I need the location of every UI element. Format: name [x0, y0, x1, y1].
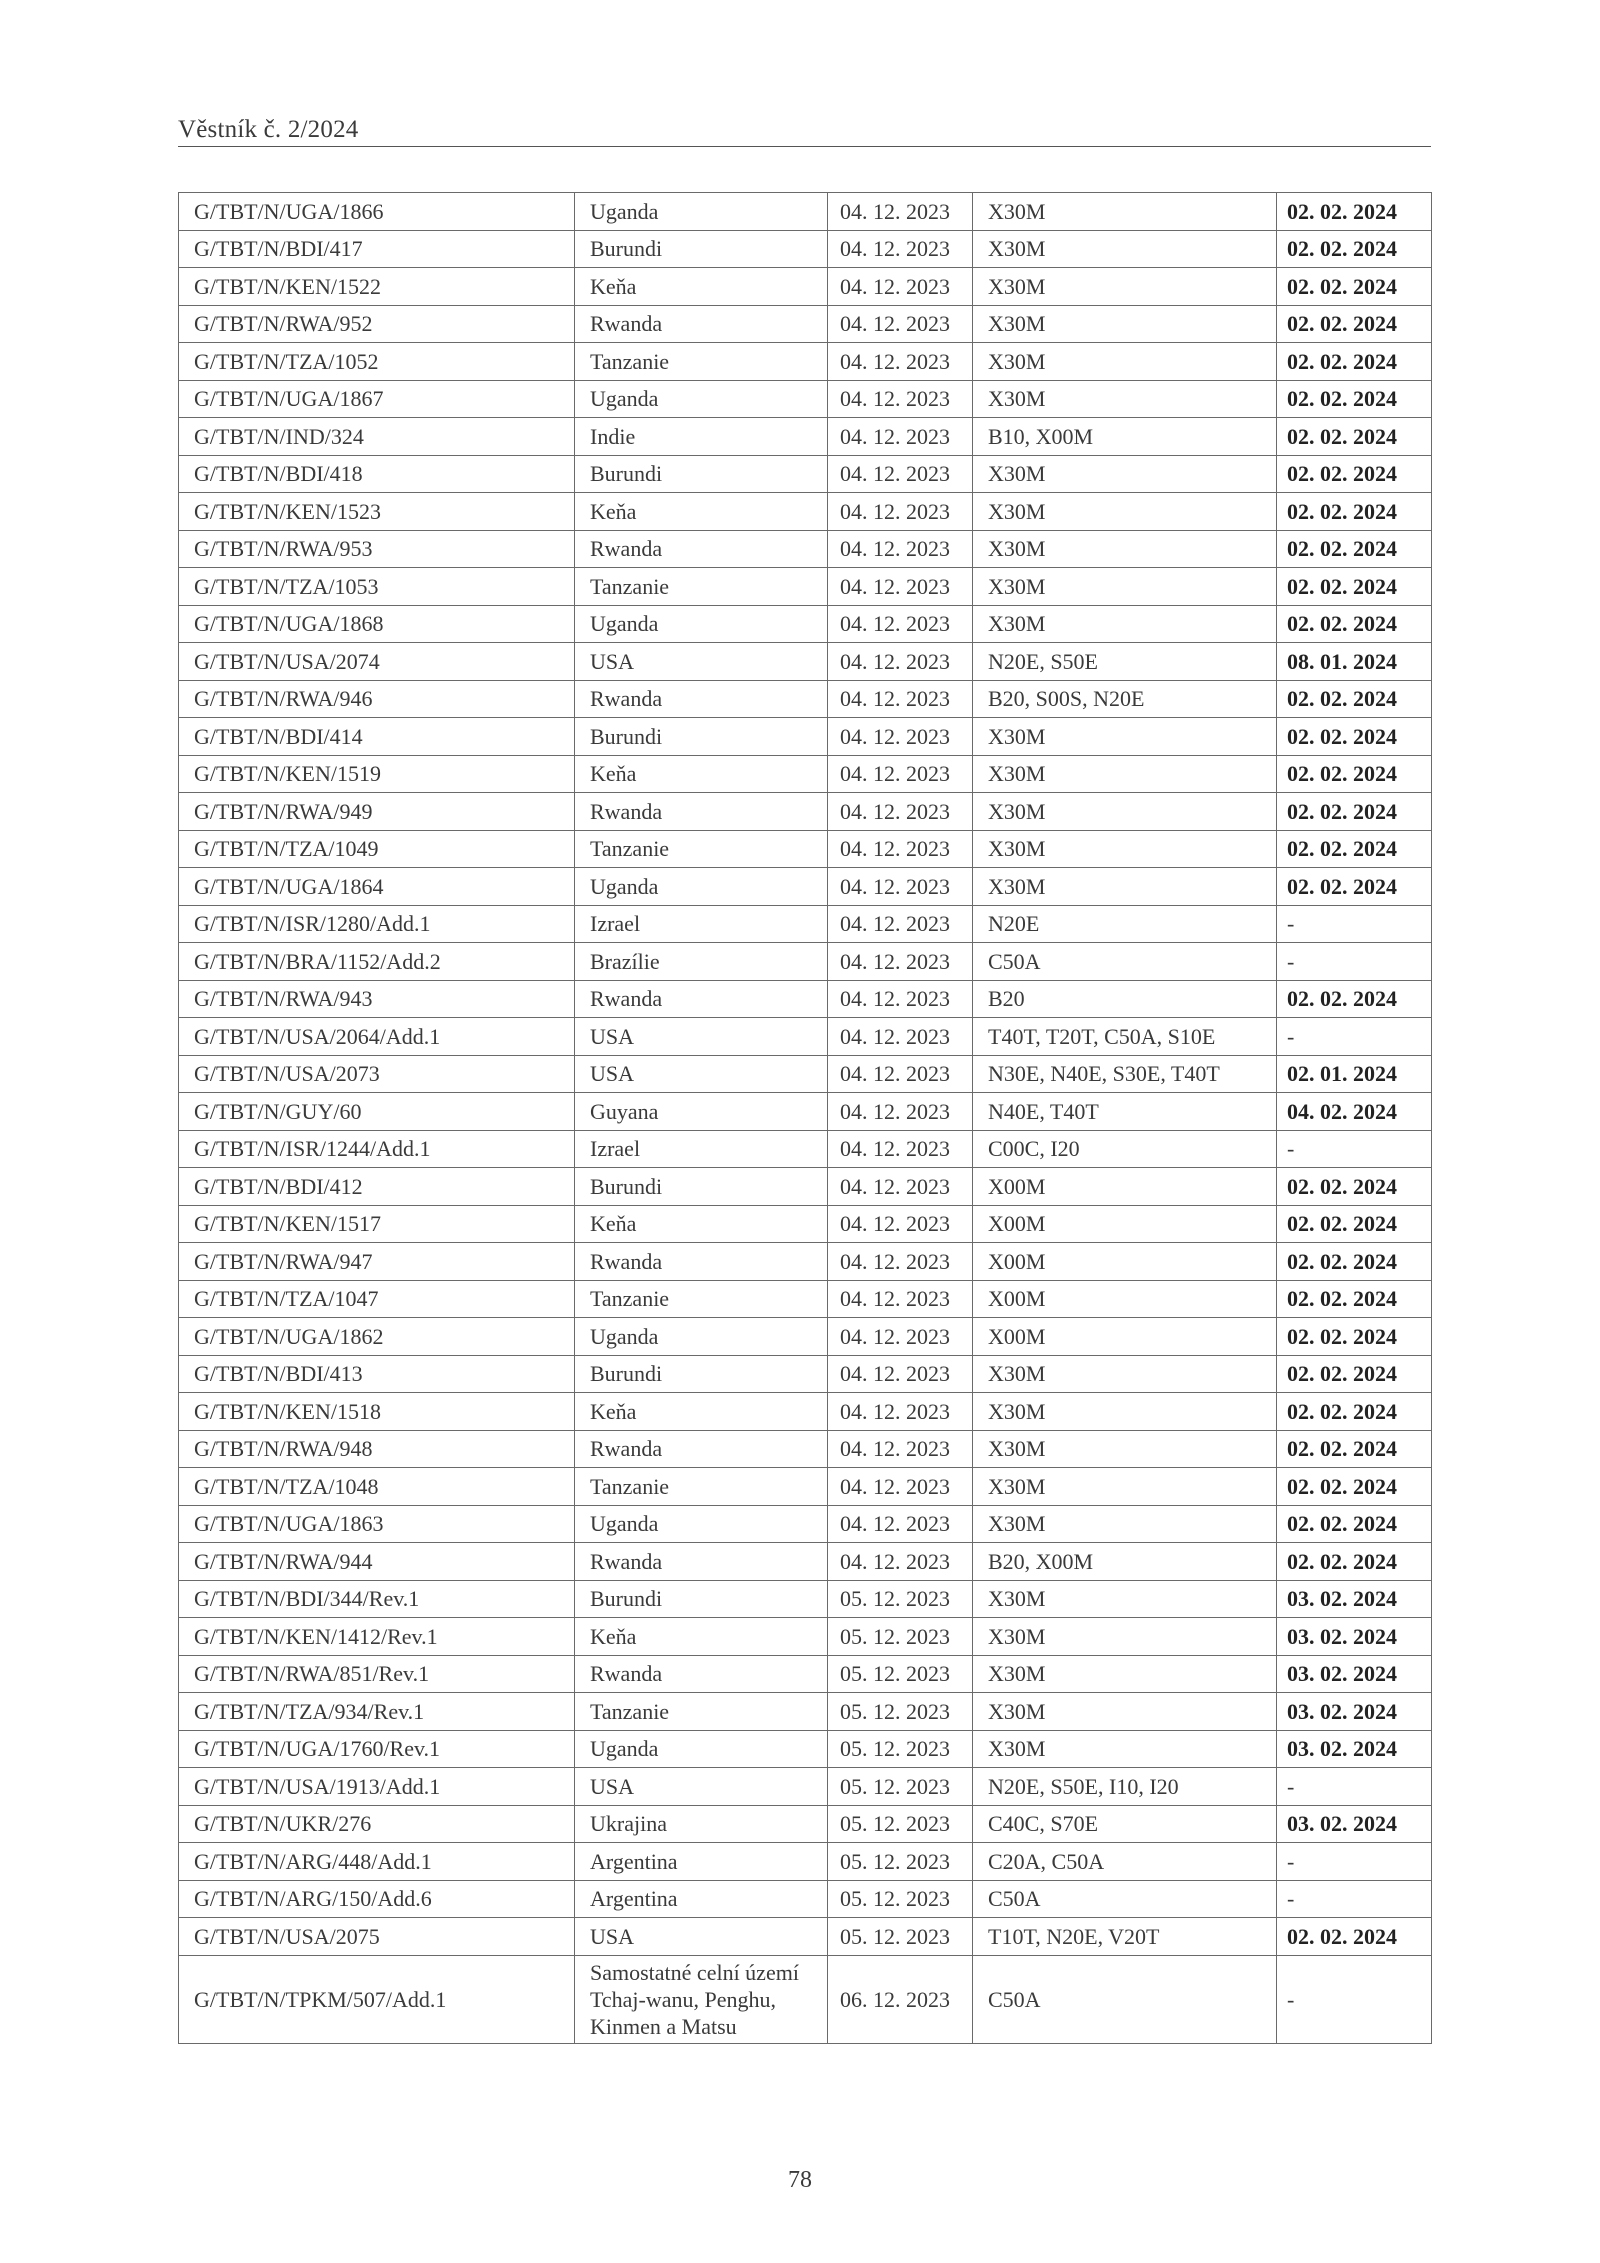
comment-deadline-cell: 03. 02. 2024 — [1277, 1655, 1432, 1693]
ics-code-cell: C50A — [973, 1880, 1277, 1918]
notification-symbol-cell: G/TBT/N/UGA/1862 — [179, 1318, 575, 1356]
table-row — [179, 493, 1432, 531]
notification-symbol-cell: G/TBT/N/TZA/1052 — [179, 343, 575, 381]
table-row — [179, 1393, 1432, 1431]
country-cell: Keňa — [575, 1205, 828, 1243]
table-row — [179, 755, 1432, 793]
ics-code-cell: X30M — [973, 1430, 1277, 1468]
ics-code-cell: X30M — [973, 1580, 1277, 1618]
notification-date-cell: 05. 12. 2023 — [828, 1880, 973, 1918]
comment-deadline-cell: 02. 02. 2024 — [1277, 1430, 1432, 1468]
notification-date-cell: 04. 12. 2023 — [828, 1468, 973, 1506]
notification-symbol-cell: G/TBT/N/KEN/1519 — [179, 755, 575, 793]
ics-code-cell: X00M — [973, 1168, 1277, 1206]
notification-date-cell: 05. 12. 2023 — [828, 1618, 973, 1656]
notification-date-cell: 04. 12. 2023 — [828, 568, 973, 606]
notification-date-cell: 04. 12. 2023 — [828, 605, 973, 643]
comment-deadline-cell: 02. 02. 2024 — [1277, 1468, 1432, 1506]
notification-date-cell: 05. 12. 2023 — [828, 1730, 973, 1768]
comment-deadline-cell: 03. 02. 2024 — [1277, 1805, 1432, 1843]
notification-symbol-cell: G/TBT/N/ARG/150/Add.6 — [179, 1880, 575, 1918]
table-row — [179, 980, 1432, 1018]
country-cell: Uganda — [575, 868, 828, 906]
country-cell: Brazílie — [575, 943, 828, 981]
ics-code-cell: X30M — [973, 1655, 1277, 1693]
comment-deadline-cell: - — [1277, 1955, 1432, 2043]
table-row — [179, 530, 1432, 568]
table-row — [179, 1805, 1432, 1843]
comment-deadline-cell: 02. 02. 2024 — [1277, 830, 1432, 868]
notification-date-cell: 04. 12. 2023 — [828, 230, 973, 268]
table-row — [179, 1955, 1432, 2043]
notification-symbol-cell: G/TBT/N/KEN/1412/Rev.1 — [179, 1618, 575, 1656]
ics-code-cell: X30M — [973, 380, 1277, 418]
comment-deadline-cell: 04. 02. 2024 — [1277, 1093, 1432, 1131]
table-row — [179, 1243, 1432, 1281]
notification-date-cell: 04. 12. 2023 — [828, 1505, 973, 1543]
notification-date-cell: 04. 12. 2023 — [828, 1355, 973, 1393]
notification-symbol-cell: G/TBT/N/BDI/417 — [179, 230, 575, 268]
comment-deadline-cell: 02. 01. 2024 — [1277, 1055, 1432, 1093]
table-row — [179, 1880, 1432, 1918]
comment-deadline-cell: 03. 02. 2024 — [1277, 1693, 1432, 1731]
country-cell: Argentina — [575, 1880, 828, 1918]
table-row — [179, 1018, 1432, 1056]
comment-deadline-cell: 03. 02. 2024 — [1277, 1730, 1432, 1768]
notification-date-cell: 04. 12. 2023 — [828, 1205, 973, 1243]
table-row — [179, 380, 1432, 418]
comment-deadline-cell: 02. 02. 2024 — [1277, 1918, 1432, 1956]
comment-deadline-cell: 02. 02. 2024 — [1277, 1168, 1432, 1206]
table-row — [179, 943, 1432, 981]
country-cell: Burundi — [575, 1580, 828, 1618]
ics-code-cell: C50A — [973, 1955, 1277, 2043]
notification-date-cell: 04. 12. 2023 — [828, 1318, 973, 1356]
ics-code-cell: T40T, T20T, C50A, S10E — [973, 1018, 1277, 1056]
notification-symbol-cell: G/TBT/N/RWA/949 — [179, 793, 575, 831]
notification-symbol-cell: G/TBT/N/USA/2074 — [179, 643, 575, 681]
country-cell: Rwanda — [575, 1543, 828, 1581]
table-row — [179, 1093, 1432, 1131]
ics-code-cell: B20, X00M — [973, 1543, 1277, 1581]
notification-date-cell: 04. 12. 2023 — [828, 1280, 973, 1318]
country-cell: Tanzanie — [575, 343, 828, 381]
notification-symbol-cell: G/TBT/N/RWA/851/Rev.1 — [179, 1655, 575, 1693]
comment-deadline-cell: 02. 02. 2024 — [1277, 1355, 1432, 1393]
country-cell: Tanzanie — [575, 1693, 828, 1731]
ics-code-cell: C00C, I20 — [973, 1130, 1277, 1168]
table-row — [179, 680, 1432, 718]
notification-date-cell: 04. 12. 2023 — [828, 1430, 973, 1468]
country-cell: Rwanda — [575, 980, 828, 1018]
country-cell: Guyana — [575, 1093, 828, 1131]
page-number: 78 — [788, 2167, 812, 2193]
ics-code-cell: X30M — [973, 268, 1277, 306]
comment-deadline-cell: - — [1277, 943, 1432, 981]
table-row — [179, 1130, 1432, 1168]
notification-symbol-cell: G/TBT/N/TZA/1047 — [179, 1280, 575, 1318]
ics-code-cell: B10, X00M — [973, 418, 1277, 456]
table-row — [179, 1768, 1432, 1806]
table-row — [179, 1580, 1432, 1618]
notification-symbol-cell: G/TBT/N/KEN/1523 — [179, 493, 575, 531]
notification-date-cell: 04. 12. 2023 — [828, 643, 973, 681]
ics-code-cell: X30M — [973, 305, 1277, 343]
ics-code-cell: X30M — [973, 193, 1277, 231]
notification-symbol-cell: G/TBT/N/RWA/948 — [179, 1430, 575, 1468]
ics-code-cell: X30M — [973, 493, 1277, 531]
comment-deadline-cell: 02. 02. 2024 — [1277, 680, 1432, 718]
notification-date-cell: 04. 12. 2023 — [828, 905, 973, 943]
ics-code-cell: X30M — [973, 343, 1277, 381]
comment-deadline-cell: 03. 02. 2024 — [1277, 1580, 1432, 1618]
ics-code-cell: T10T, N20E, V20T — [973, 1918, 1277, 1956]
ics-code-cell: B20, S00S, N20E — [973, 680, 1277, 718]
comment-deadline-cell: 02. 02. 2024 — [1277, 1243, 1432, 1281]
notification-symbol-cell: G/TBT/N/UGA/1864 — [179, 868, 575, 906]
country-cell: USA — [575, 1055, 828, 1093]
ics-code-cell: X30M — [973, 1355, 1277, 1393]
notification-symbol-cell: G/TBT/N/IND/324 — [179, 418, 575, 456]
notification-date-cell: 04. 12. 2023 — [828, 1243, 973, 1281]
notification-date-cell: 04. 12. 2023 — [828, 305, 973, 343]
table-row — [179, 268, 1432, 306]
notification-date-cell: 04. 12. 2023 — [828, 380, 973, 418]
notification-date-cell: 05. 12. 2023 — [828, 1693, 973, 1731]
ics-code-cell: X00M — [973, 1243, 1277, 1281]
notification-date-cell: 04. 12. 2023 — [828, 1393, 973, 1431]
notification-symbol-cell: G/TBT/N/TZA/1049 — [179, 830, 575, 868]
notification-symbol-cell: G/TBT/N/GUY/60 — [179, 1093, 575, 1131]
comment-deadline-cell: 02. 02. 2024 — [1277, 493, 1432, 531]
notification-symbol-cell: G/TBT/N/KEN/1517 — [179, 1205, 575, 1243]
notification-date-cell: 04. 12. 2023 — [828, 193, 973, 231]
ics-code-cell: X30M — [973, 1618, 1277, 1656]
comment-deadline-cell: 02. 02. 2024 — [1277, 718, 1432, 756]
table-row — [179, 455, 1432, 493]
country-cell: Uganda — [575, 1318, 828, 1356]
notification-symbol-cell: G/TBT/N/UGA/1863 — [179, 1505, 575, 1543]
notification-date-cell: 04. 12. 2023 — [828, 1168, 973, 1206]
country-cell: Rwanda — [575, 1655, 828, 1693]
table-row — [179, 868, 1432, 906]
notification-date-cell: 04. 12. 2023 — [828, 980, 973, 1018]
table-row — [179, 418, 1432, 456]
country-cell: Burundi — [575, 1168, 828, 1206]
comment-deadline-cell: - — [1277, 1843, 1432, 1881]
country-cell: Rwanda — [575, 793, 828, 831]
notification-symbol-cell: G/TBT/N/USA/2075 — [179, 1918, 575, 1956]
notification-date-cell: 05. 12. 2023 — [828, 1918, 973, 1956]
notification-symbol-cell: G/TBT/N/UGA/1868 — [179, 605, 575, 643]
comment-deadline-cell: 02. 02. 2024 — [1277, 1280, 1432, 1318]
notification-date-cell: 04. 12. 2023 — [828, 343, 973, 381]
notification-date-cell: 04. 12. 2023 — [828, 530, 973, 568]
notification-symbol-cell: G/TBT/N/TZA/1053 — [179, 568, 575, 606]
country-cell: Uganda — [575, 193, 828, 231]
journal-title: Věstník č. 2/2024 — [178, 116, 359, 143]
comment-deadline-cell: - — [1277, 1130, 1432, 1168]
comment-deadline-cell: 02. 02. 2024 — [1277, 455, 1432, 493]
table-row — [179, 1693, 1432, 1731]
table-row — [179, 1543, 1432, 1581]
notification-date-cell: 04. 12. 2023 — [828, 793, 973, 831]
notification-symbol-cell: G/TBT/N/RWA/946 — [179, 680, 575, 718]
notification-symbol-cell: G/TBT/N/TZA/934/Rev.1 — [179, 1693, 575, 1731]
comment-deadline-cell: - — [1277, 905, 1432, 943]
ics-code-cell: N40E, T40T — [973, 1093, 1277, 1131]
notification-symbol-cell: G/TBT/N/USA/1913/Add.1 — [179, 1768, 575, 1806]
ics-code-cell: X30M — [973, 530, 1277, 568]
country-cell: Uganda — [575, 605, 828, 643]
country-cell: Burundi — [575, 718, 828, 756]
ics-code-cell: X30M — [973, 868, 1277, 906]
comment-deadline-cell: 02. 02. 2024 — [1277, 380, 1432, 418]
comment-deadline-cell: 02. 02. 2024 — [1277, 1505, 1432, 1543]
country-cell: Indie — [575, 418, 828, 456]
notification-date-cell: 04. 12. 2023 — [828, 418, 973, 456]
ics-code-cell: B20 — [973, 980, 1277, 1018]
notification-symbol-cell: G/TBT/N/RWA/952 — [179, 305, 575, 343]
notifications-table — [178, 192, 1432, 2044]
comment-deadline-cell: 02. 02. 2024 — [1277, 1205, 1432, 1243]
notification-date-cell: 04. 12. 2023 — [828, 1018, 973, 1056]
table-row — [179, 193, 1432, 231]
country-cell: Keňa — [575, 1618, 828, 1656]
ics-code-cell: X30M — [973, 568, 1277, 606]
country-cell: Rwanda — [575, 680, 828, 718]
notification-symbol-cell: G/TBT/N/BDI/418 — [179, 455, 575, 493]
notification-symbol-cell: G/TBT/N/KEN/1518 — [179, 1393, 575, 1431]
country-cell: Izrael — [575, 905, 828, 943]
country-cell: Tanzanie — [575, 1280, 828, 1318]
ics-code-cell: X30M — [973, 455, 1277, 493]
country-cell: Izrael — [575, 1130, 828, 1168]
notification-symbol-cell: G/TBT/N/RWA/943 — [179, 980, 575, 1018]
country-cell: Tanzanie — [575, 830, 828, 868]
ics-code-cell: X30M — [973, 1505, 1277, 1543]
country-cell: Keňa — [575, 1393, 828, 1431]
comment-deadline-cell: 03. 02. 2024 — [1277, 1618, 1432, 1656]
country-cell: USA — [575, 1768, 828, 1806]
notification-date-cell: 04. 12. 2023 — [828, 680, 973, 718]
notification-symbol-cell: G/TBT/N/ARG/448/Add.1 — [179, 1843, 575, 1881]
ics-code-cell: X30M — [973, 755, 1277, 793]
notification-symbol-cell: G/TBT/N/BDI/412 — [179, 1168, 575, 1206]
ics-code-cell: N20E — [973, 905, 1277, 943]
notification-symbol-cell: G/TBT/N/RWA/947 — [179, 1243, 575, 1281]
ics-code-cell: X30M — [973, 605, 1277, 643]
table-row — [179, 1168, 1432, 1206]
notifications-table-body — [179, 193, 1432, 2044]
comment-deadline-cell: 02. 02. 2024 — [1277, 230, 1432, 268]
table-row — [179, 1355, 1432, 1393]
country-cell: Argentina — [575, 1843, 828, 1881]
table-row — [179, 1205, 1432, 1243]
notification-date-cell: 04. 12. 2023 — [828, 1543, 973, 1581]
notification-symbol-cell: G/TBT/N/TPKM/507/Add.1 — [179, 1955, 575, 2043]
notification-symbol-cell: G/TBT/N/UGA/1867 — [179, 380, 575, 418]
comment-deadline-cell: 02. 02. 2024 — [1277, 193, 1432, 231]
table-row — [179, 605, 1432, 643]
comment-deadline-cell: 02. 02. 2024 — [1277, 305, 1432, 343]
comment-deadline-cell: - — [1277, 1880, 1432, 1918]
country-cell: Rwanda — [575, 305, 828, 343]
notification-symbol-cell: G/TBT/N/RWA/944 — [179, 1543, 575, 1581]
country-cell: USA — [575, 1018, 828, 1056]
notification-date-cell: 05. 12. 2023 — [828, 1580, 973, 1618]
notification-date-cell: 06. 12. 2023 — [828, 1955, 973, 2043]
notification-symbol-cell: G/TBT/N/RWA/953 — [179, 530, 575, 568]
table-row — [179, 1843, 1432, 1881]
notification-date-cell: 05. 12. 2023 — [828, 1655, 973, 1693]
table-row — [179, 1055, 1432, 1093]
notification-symbol-cell: G/TBT/N/USA/2064/Add.1 — [179, 1018, 575, 1056]
notification-symbol-cell: G/TBT/N/USA/2073 — [179, 1055, 575, 1093]
comment-deadline-cell: 02. 02. 2024 — [1277, 868, 1432, 906]
table-row — [179, 230, 1432, 268]
ics-code-cell: X30M — [973, 1393, 1277, 1431]
notification-date-cell: 04. 12. 2023 — [828, 943, 973, 981]
table-row — [179, 1505, 1432, 1543]
comment-deadline-cell: 02. 02. 2024 — [1277, 568, 1432, 606]
ics-code-cell: X30M — [973, 230, 1277, 268]
country-cell: Uganda — [575, 1505, 828, 1543]
country-cell: Keňa — [575, 493, 828, 531]
comment-deadline-cell: - — [1277, 1018, 1432, 1056]
ics-code-cell: X30M — [973, 1468, 1277, 1506]
notification-symbol-cell: G/TBT/N/UKR/276 — [179, 1805, 575, 1843]
notification-symbol-cell: G/TBT/N/ISR/1244/Add.1 — [179, 1130, 575, 1168]
country-cell: Tanzanie — [575, 1468, 828, 1506]
notification-date-cell: 04. 12. 2023 — [828, 268, 973, 306]
country-cell: Burundi — [575, 230, 828, 268]
comment-deadline-cell: 02. 02. 2024 — [1277, 755, 1432, 793]
country-cell: Keňa — [575, 755, 828, 793]
country-cell: Burundi — [575, 1355, 828, 1393]
notification-symbol-cell: G/TBT/N/UGA/1760/Rev.1 — [179, 1730, 575, 1768]
country-cell: USA — [575, 1918, 828, 1956]
ics-code-cell: N30E, N40E, S30E, T40T — [973, 1055, 1277, 1093]
ics-code-cell: X30M — [973, 1693, 1277, 1731]
comment-deadline-cell: 02. 02. 2024 — [1277, 418, 1432, 456]
comment-deadline-cell: 02. 02. 2024 — [1277, 605, 1432, 643]
notification-symbol-cell: G/TBT/N/BDI/414 — [179, 718, 575, 756]
country-cell: Uganda — [575, 1730, 828, 1768]
table-row — [179, 1655, 1432, 1693]
country-cell: Samostatné celní území Tchaj-wanu, Penghu, Kinmen a Matsu — [575, 1955, 828, 2043]
ics-code-cell: X00M — [973, 1280, 1277, 1318]
notification-date-cell: 05. 12. 2023 — [828, 1805, 973, 1843]
table-row — [179, 1430, 1432, 1468]
notification-date-cell: 04. 12. 2023 — [828, 493, 973, 531]
ics-code-cell: C20A, C50A — [973, 1843, 1277, 1881]
comment-deadline-cell: 02. 02. 2024 — [1277, 1543, 1432, 1581]
ics-code-cell: N20E, S50E, I10, I20 — [973, 1768, 1277, 1806]
notification-symbol-cell: G/TBT/N/BDI/413 — [179, 1355, 575, 1393]
notification-date-cell: 04. 12. 2023 — [828, 868, 973, 906]
country-cell: Rwanda — [575, 530, 828, 568]
table-row — [179, 1618, 1432, 1656]
ics-code-cell: N20E, S50E — [973, 643, 1277, 681]
notification-symbol-cell: G/TBT/N/BRA/1152/Add.2 — [179, 943, 575, 981]
notification-date-cell: 04. 12. 2023 — [828, 1130, 973, 1168]
notification-date-cell: 05. 12. 2023 — [828, 1768, 973, 1806]
notification-date-cell: 04. 12. 2023 — [828, 1093, 973, 1131]
country-cell: USA — [575, 643, 828, 681]
comment-deadline-cell: 02. 02. 2024 — [1277, 1393, 1432, 1431]
ics-code-cell: X30M — [973, 793, 1277, 831]
notification-date-cell: 04. 12. 2023 — [828, 755, 973, 793]
country-cell: Keňa — [575, 268, 828, 306]
ics-code-cell: X30M — [973, 1730, 1277, 1768]
notification-symbol-cell: G/TBT/N/UGA/1866 — [179, 193, 575, 231]
notification-date-cell: 04. 12. 2023 — [828, 455, 973, 493]
ics-code-cell: C50A — [973, 943, 1277, 981]
table-row — [179, 1918, 1432, 1956]
ics-code-cell: X30M — [973, 718, 1277, 756]
comment-deadline-cell: 02. 02. 2024 — [1277, 793, 1432, 831]
table-row — [179, 643, 1432, 681]
table-row — [179, 793, 1432, 831]
comment-deadline-cell: 02. 02. 2024 — [1277, 1318, 1432, 1356]
country-cell: Tanzanie — [575, 568, 828, 606]
page-header — [178, 112, 1431, 147]
notification-date-cell: 05. 12. 2023 — [828, 1843, 973, 1881]
comment-deadline-cell: - — [1277, 1768, 1432, 1806]
table-row — [179, 1730, 1432, 1768]
table-row — [179, 830, 1432, 868]
notification-symbol-cell: G/TBT/N/KEN/1522 — [179, 268, 575, 306]
notification-date-cell: 04. 12. 2023 — [828, 718, 973, 756]
country-cell: Uganda — [575, 380, 828, 418]
country-cell: Rwanda — [575, 1430, 828, 1468]
country-cell: Burundi — [575, 455, 828, 493]
ics-code-cell: X30M — [973, 830, 1277, 868]
ics-code-cell: C40C, S70E — [973, 1805, 1277, 1843]
notification-symbol-cell: G/TBT/N/ISR/1280/Add.1 — [179, 905, 575, 943]
table-row — [179, 343, 1432, 381]
ics-code-cell: X00M — [973, 1205, 1277, 1243]
table-row — [179, 568, 1432, 606]
ics-code-cell: X00M — [973, 1318, 1277, 1356]
country-cell: Ukrajina — [575, 1805, 828, 1843]
notification-date-cell: 04. 12. 2023 — [828, 1055, 973, 1093]
table-row — [179, 905, 1432, 943]
notification-date-cell: 04. 12. 2023 — [828, 830, 973, 868]
table-row — [179, 1318, 1432, 1356]
comment-deadline-cell: 08. 01. 2024 — [1277, 643, 1432, 681]
table-row — [179, 1468, 1432, 1506]
comment-deadline-cell: 02. 02. 2024 — [1277, 530, 1432, 568]
table-row — [179, 718, 1432, 756]
comment-deadline-cell: 02. 02. 2024 — [1277, 268, 1432, 306]
country-cell: Rwanda — [575, 1243, 828, 1281]
table-row — [179, 305, 1432, 343]
notification-symbol-cell: G/TBT/N/BDI/344/Rev.1 — [179, 1580, 575, 1618]
notification-symbol-cell: G/TBT/N/TZA/1048 — [179, 1468, 575, 1506]
table-row — [179, 1280, 1432, 1318]
comment-deadline-cell: 02. 02. 2024 — [1277, 343, 1432, 381]
comment-deadline-cell: 02. 02. 2024 — [1277, 980, 1432, 1018]
